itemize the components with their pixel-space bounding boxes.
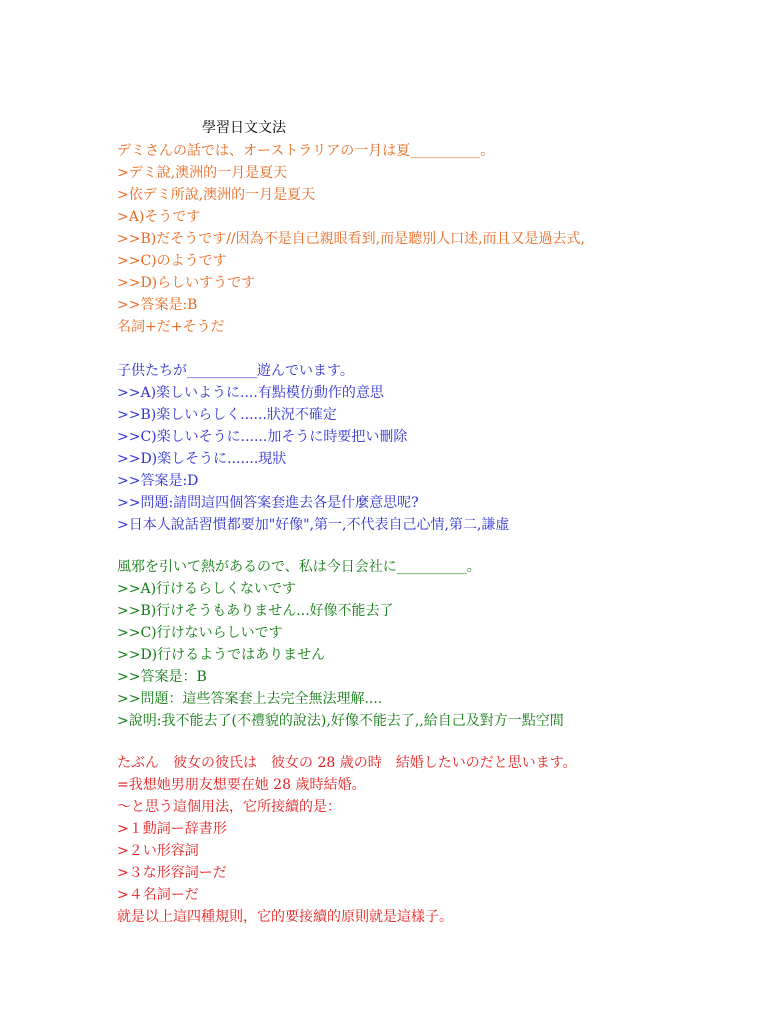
rule-1-line: >１動詞ー辞書形 xyxy=(117,821,227,837)
document-title: 學習日文文法 xyxy=(202,120,286,136)
explanation-line: >說明:我不能去了(不禮貌的說法),好像不能去了,,給自己及對方一點空間 xyxy=(117,713,564,729)
sentence-line: たぶん 彼女の彼氏は 彼女の 28 歳の時 結婚したいのだと思います。 xyxy=(117,755,577,771)
option-d-line: >>D)らしいすうです xyxy=(117,275,256,291)
summary-line: 就是以上這四種規則，它的要接續的原則就是這樣子。 xyxy=(117,909,453,925)
explanation-line: >日本人說話習慣都要加"好像",第一,不代表自己心情,第二,謙虛 xyxy=(117,517,510,533)
section-4-to-omou xyxy=(117,752,757,928)
option-c-line: >>C)行けないらしいです xyxy=(117,625,283,641)
usage-line: ～と思う這個用法，它所接續的是： xyxy=(117,799,341,815)
answer-line: >>答案是:D xyxy=(117,473,199,489)
option-d-line: >>D)行けるようではありません xyxy=(117,647,326,663)
option-b-line: >>B)行けそうもありません...好像不能去了 xyxy=(117,603,394,619)
rule-line: 名詞+だ+そうだ xyxy=(117,319,225,335)
option-c-line: >>C)のようです xyxy=(117,253,227,269)
option-a-line: >>A)楽しいように....有點模仿動作的意思 xyxy=(117,385,384,401)
option-b-line: >>B)だそうです//因為不是自己親眼看到,而是聽別人口述,而且又是過去式, xyxy=(117,231,585,247)
option-c-line: >>C)楽しいそうに......加そうに時要把い刪除 xyxy=(117,429,408,445)
option-a-line: >>A)行けるらしくないです xyxy=(117,581,297,597)
rule-4-line: >４名詞ーだ xyxy=(117,887,199,903)
rule-2-line: >２い形容詞 xyxy=(117,843,199,859)
question-line: 子供たちが__________遊んでいます。 xyxy=(117,363,354,379)
section-2-children-playing xyxy=(117,360,757,536)
option-d-line: >>D)楽しそうに.......現狀 xyxy=(117,451,287,467)
answer-line: >>答案是：B xyxy=(117,669,207,685)
section-1-demi-australia xyxy=(117,140,757,338)
option-b-line: >>B)楽しいらしく......狀況不確定 xyxy=(117,407,337,423)
question-line: デミさんの話では、オーストラリアの一月は夏__________。 xyxy=(117,143,495,159)
option-a-line: >A)そうです xyxy=(117,209,201,225)
problem-line: >>問題:請問這四個答案套進去各是什麼意思呢? xyxy=(117,495,419,511)
translation-line: =我想她男朋友想要在她 28 歲時結婚。 xyxy=(117,777,366,793)
rule-3-line: >３な形容詞ーだ xyxy=(117,865,227,881)
note-line: >依デミ所說,澳洲的一月是夏天 xyxy=(117,187,316,203)
note-line: >デミ說,澳洲的一月是夏天 xyxy=(117,165,288,181)
section-3-cold-fever xyxy=(117,556,757,732)
answer-line: >>答案是:B xyxy=(117,297,198,313)
problem-line: >>問題：這些答案套上去完全無法理解.... xyxy=(117,691,383,707)
question-line: 風邪を引いて熱があるので、私は今日会社に__________。 xyxy=(117,559,481,575)
